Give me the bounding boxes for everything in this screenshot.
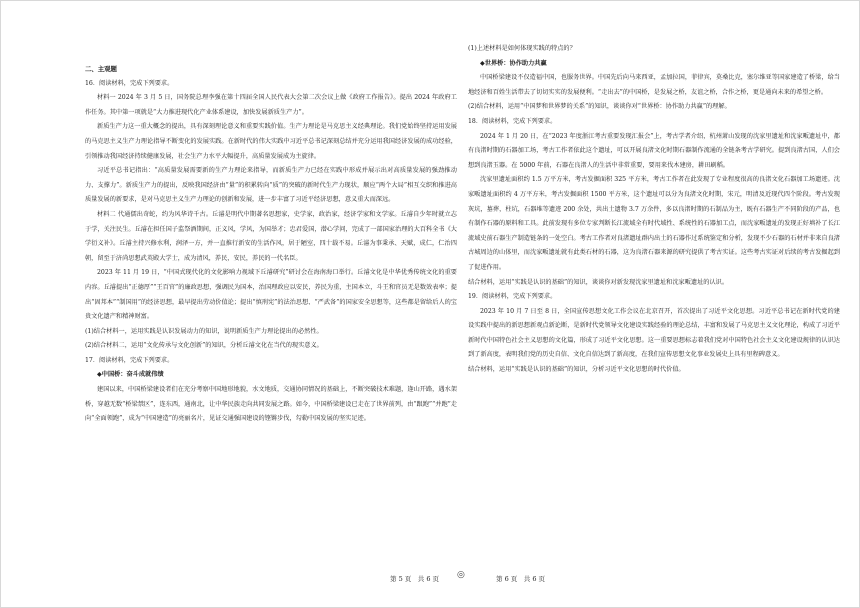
china-bridge-paragraph: 建国以来，中国桥梁建设者们在充分考察中国地形地貌，水文地质，交通协同情况的基础上，不断突破技术难题，逢山开路，遇水架桥，穿越无数“桥梁禁区”，连东西，通南北，让中华民族走向共同发展之路。如今，中国桥梁建设已走在了世界前列，由“跟跑”“并跑”走向“全面领跑”，成为“中国建造”的亮丽名片，见证交通强国建设的铿锵步伐，勾勒中国发展的坚实足迹。 xyxy=(85,386,457,423)
question-17-part-2: (2)结合材料，运用“中国梦和世界梦的关系”的知识，谈谈你对“世界桥：协作助力共赢”的理解。 xyxy=(468,103,731,111)
material-1-paragraph-3: 习近平总书记指出：“高质量发展需要新的生产力理论来指导，而新质生产力已经在实践中形成并展示出对高质量发展的强劲推动力、支撑力”。新质生产力的提出，反映我国经济由“量”的积累转向“质”的突破的新时代生产力现状，顺应“两个大局”相互交织和推进高质量发展的新要求，是对马克思主义生产力理论的创新和发展，进一步丰富了习近平经济思想，意义重大而深远。 xyxy=(85,167,457,204)
question-19-prompt: 结合材料，运用“实践是认识的基础”的知识，分析习近平文化思想的时代价值。 xyxy=(468,366,685,374)
material-2-paragraph-1: 材料二 代通儒出奇蛇，约为风华诗千古。丘濬是明代中期著名思想家，史学家，政治家，经济学家和文学家。丘濬自少年时就立志于学，关注民生。丘濬在担任国子监祭酒期间，正义风，学风，为国举才；忠君爱国，潜心学问，完成了一部国家治理的大百科全书《大学衍义补》。丘濬主持兴修水利，润泽一方，并一直推行新安的生活作风，居于陋室，四十载不易。丘濬为事秉承、天赋，成仁，仁治四朝，留至于济尚思想武英殿大学士，成为清风，养民，安民，养民的一代名臣。 xyxy=(85,210,457,262)
question-17-part-1: (1)上述材料是如何体现实践的特点的？ xyxy=(468,45,576,52)
left-column xyxy=(85,62,457,427)
question-16-header: 16．阅读材料，完成下列要求。 xyxy=(85,79,174,87)
binding-mark-icon: ◎ xyxy=(457,570,465,580)
right-column xyxy=(468,42,840,378)
question-18-paragraph-1: 2024 年 1 月 20 日，在“2023 年度浙江考古重要发现汇报会”上，考古学者介绍，杭州萧山发现的沈家里遗址和沈家畈遗址中，都有良渚时期的石器加工场，考古工作者依此这个遗址，可以开展良渚文化时期石器制作流通的全链条考古学研究。提到良渚古国，人们会想到良渚玉器。在 5000 年前，石器在良渚人的生活中非常重要，要用来伐木建房，耕田刷稻。 xyxy=(468,132,840,169)
question-18-prompt: 结合材料，运用“实践是认识的基础”的知识，谈谈你对新发现沈家里遗址和沈家畈遗址的认识。 xyxy=(468,278,729,286)
question-17-header: 17．阅读材料，完成下列要求。 xyxy=(85,356,174,364)
china-bridge-heading: ◆中国桥：奋斗成就伟绩 xyxy=(97,371,164,379)
question-18-paragraph-2: 沈家里遗址面积约 1.5 万平方米，考古发掘面积 325 平方米，考古工作者在此发现了专业程度很高的良渚文化石器加工场遗迹。沈家畈遗址面积约 4 万平方米，考古发掘面积 1500 平方米，这个遗址可以分为良渚文化时期，宋元，明清及近现代四个阶段。考古发现灰坑，墓葬，柱坑，石器堆等遗迹 200 余处，共出土遗物 3.7 万余件，多以良渚时期的石制品为主，既有石器生产不同阶段的产品，也有制作石器的原料和工具。此前发现有多位专家判断长江流域全有时代域性、系统性的石器加工点，而沈家畈遗址的发现正好填补了长江流域史前石器生产制造链条的一处空白。考古工作者对良渚遗址群内出土的石器作过系统鉴定和分析，发现不少石器的石材并非来自良渚古城周边的山体里，而沈家畈遗址就有此类石材的石器，这为良渚石器来源的研究提供了考古实证。这些考古实证对后续的考古发掘起到了促进作用。 xyxy=(468,176,840,271)
material-1-paragraph-1: 材料一 2024 年 3 月 5 日，国务院总理李强在第十四届全国人民代表大会第二次会议上做《政府工作报告》。提出 2024 年政府工作任务。其中第一项就是“大力推进现代化产业体系建设，加快发展新质生产力”。 xyxy=(85,94,457,116)
page-number-left: 第 5 页 共 6 页 xyxy=(390,575,440,583)
question-18-header: 18．阅读材料，完成下列要求。 xyxy=(468,117,557,125)
material-2-paragraph-2: 2023 年 11 月 19 日，“中国式现代化的文化影响力视域下丘濬研究”研讨会在海南海口举行。丘濬文化是中华优秀传统文化的重要内容。丘濬提出“正德厚”“王百官”的廉政思想，强调民为国本，治国理政应以安民，养民为重，主国本立，斗王和官员无是数效表率；提出“固邦本”“制国用”的经济思想，最早提出劳动价值论；提出“慎刑宪”的法治思想、“严武备”的国家安全思想等，这些都是留给后人的宝贵文化遗产和精神财富。 xyxy=(85,269,457,321)
section-heading: 二、主观题 xyxy=(85,65,117,73)
world-bridge-heading: ◆世界桥：协作助力共赢 xyxy=(480,59,547,67)
page-number-right: 第 6 页 共 6 页 xyxy=(496,575,546,583)
world-bridge-paragraph: 中国桥梁建设不仅造福中国，也服务世界。中国先后向马来西亚，孟加拉国，菲律宾，莫桑比克，塞尔维亚等国家建造了桥梁，给当地经济和百姓生活带去了切切实实的发展便利。“走出去”的中国桥，是发展之桥，友谊之桥，合作之桥，更是通向未来的希望之桥。 xyxy=(468,74,840,96)
question-19-paragraph: 2023 年 10 月 7 日至 8 日，全国宣传思想文化工作会议在北京召开，首次提出了习近平文化思想。习近平总书记在新时代党的建设实践中提出的新思想新观点新论断，是新时代党领导文化建设实践经验的理论总结，丰富和发展了马克思主义文化理论，构成了习近平新时代中国特色社会主义思想的文化篇，形成了习近平文化思想。这一重要思想标志着我们党对中国特色社会主义文化建设规律的认识达到了新高度，表明我们党的历史自信、文化自信达到了新高度，在我们宣传思想文化事业发展史上具有里程碑意义。 xyxy=(468,307,840,359)
question-16-part-2: (2)结合材料二，运用“文化传承与文化创新”的知识，分析丘濬文化在当代的现实意义。 xyxy=(85,342,323,350)
question-19-header: 19．阅读材料，完成下列要求。 xyxy=(468,293,557,301)
question-16-part-1: (1)结合材料一，运用实践是认识发展动力的知识，说明新质生产力理论提出的必然性。 xyxy=(85,327,323,335)
material-1-paragraph-2: 新质生产力这一重大概念的提出，具有深刻理论意义和重要实践价值。生产力理论是马克思主义经典理论。我们党始终坚持运用发展的马克思主义生产力理论指导不断变化的发展实践。在新时代的伟大实践中习近平总书记深刻总结并充分运用我国经济发展的成功经验，引领推动我国经济持续健康发展，社会生产力水平大幅提升，高质量发展成为主旋律。 xyxy=(85,123,457,160)
